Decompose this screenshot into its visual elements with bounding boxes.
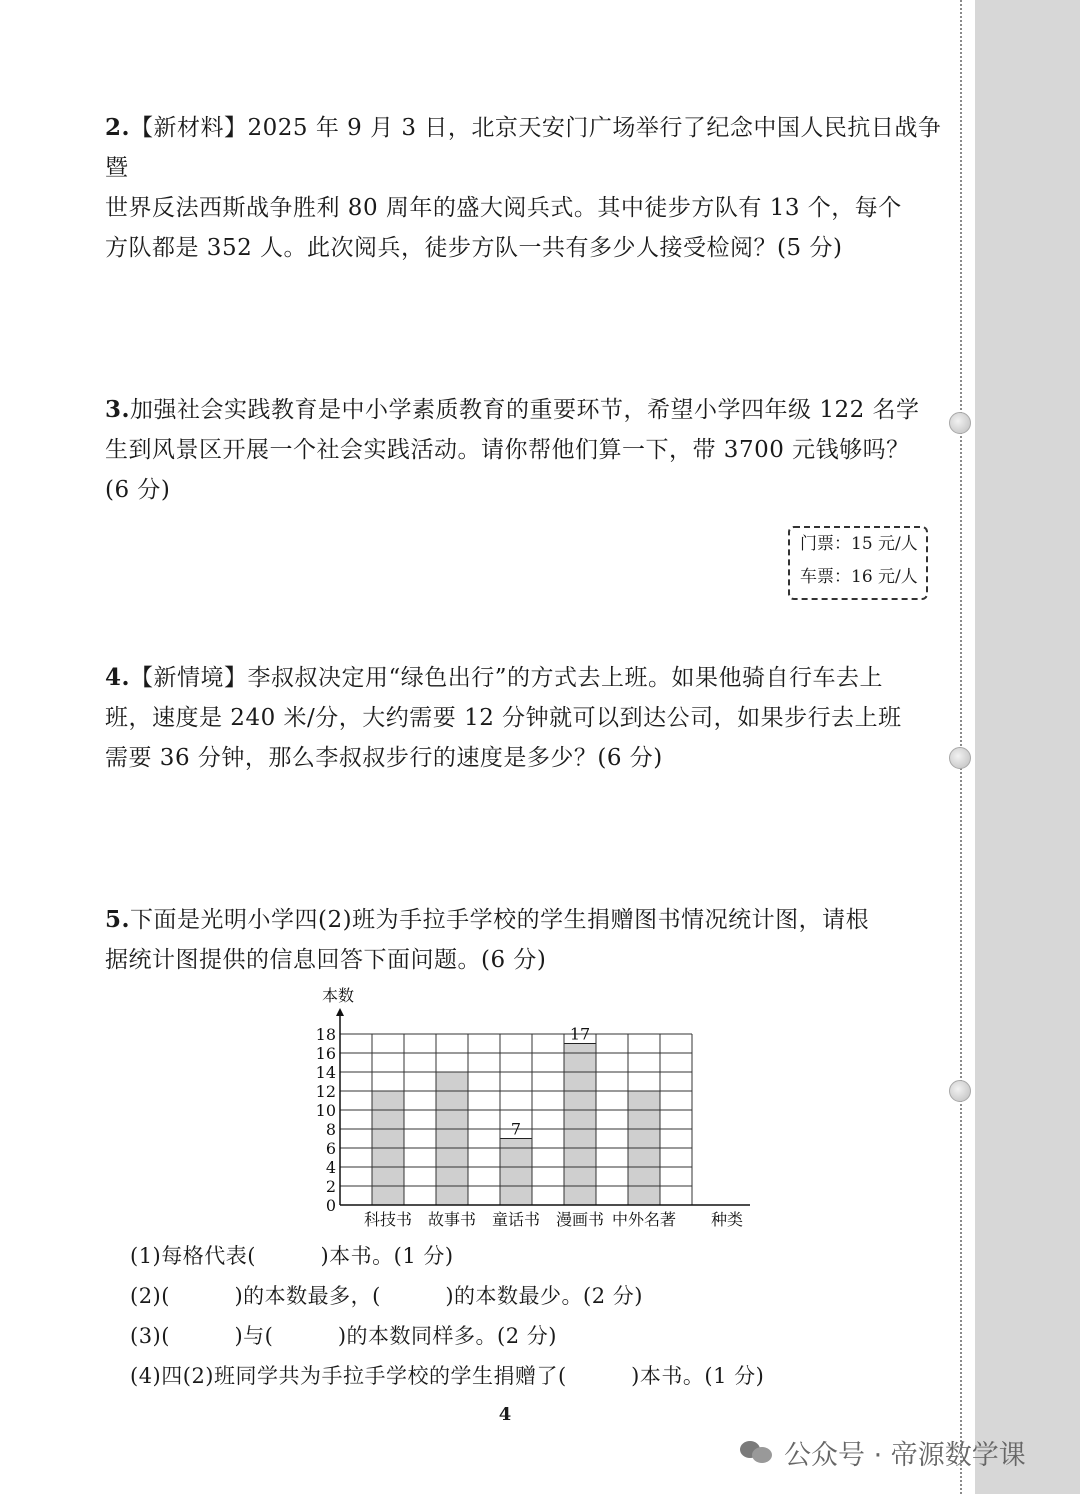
question-line: 需要 36 分钟，那么李叔叔步行的速度是多少？(6 分)	[105, 745, 663, 771]
category-label: 科技书	[363, 1210, 413, 1229]
subquestion-3: (3)( )与( )的本数同样多。(2 分)	[130, 1324, 557, 1348]
y-tick-label: 2	[325, 1177, 336, 1196]
data-label: 7	[510, 1119, 522, 1139]
question-line: 世界反法西斯战争胜利 80 周年的盛大阅兵式。其中徒步方队有 13 个，每个	[105, 195, 902, 221]
y-tick-label: 6	[325, 1139, 336, 1158]
question-number: 3.	[105, 396, 131, 423]
data-label: 17	[569, 1024, 591, 1044]
question-line: 2.【新材料】2025 年 9 月 3 日，北京天安门广场举行了纪念中国人民抗日战争暨	[105, 114, 942, 181]
bar	[564, 1044, 596, 1206]
question-number: 4.	[105, 664, 131, 691]
y-tick-label: 8	[325, 1120, 336, 1139]
y-tick-label: 0	[325, 1196, 336, 1215]
question-line: 班，速度是 240 米/分，大约需要 12 分钟就可以到达公司，如果步行去上班	[105, 705, 902, 731]
wechat-icon	[740, 1439, 774, 1465]
watermark-text: 公众号 · 帝源数学课	[784, 1439, 1026, 1471]
category-label: 童话书	[491, 1210, 541, 1229]
y-tick-label: 16	[315, 1044, 336, 1063]
question-line: 方队都是 352 人。此次阅兵，徒步方队一共有多少人接受检阅？(5 分)	[105, 235, 843, 261]
subquestion-4: (4)四(2)班同学共为手拉手学校的学生捐赠了( )本书。(1 分)	[130, 1364, 765, 1388]
question-line: 生到风景区开展一个社会实践活动。请你帮他们算一下，带 3700 元钱够吗？	[105, 437, 910, 463]
y-tick-label: 10	[315, 1101, 336, 1120]
question-number: 5.	[105, 906, 131, 933]
category-label: 故事书	[427, 1210, 477, 1229]
subquestion-2: (2)( )的本数最多，( )的本数最少。(2 分)	[130, 1284, 643, 1308]
y-tick-label: 4	[325, 1158, 336, 1177]
watermark	[740, 1432, 1026, 1472]
y-tick-label: 18	[315, 1025, 336, 1044]
category-label: 漫画书	[555, 1210, 605, 1229]
category-label: 中外名著	[611, 1210, 677, 1229]
x-axis-label: 种类	[710, 1210, 744, 1229]
y-axis-arrow	[336, 1008, 344, 1016]
question-line: 4.【新情境】李叔叔决定用“绿色出行”的方式去上班。如果他骑自行车去上	[105, 664, 884, 691]
question-line: 据统计图提供的信息回答下面问题。(6 分)	[105, 947, 547, 973]
ticket-line: 门票：15 元/人	[800, 534, 918, 554]
y-axis-label: 本数	[322, 986, 355, 1005]
bar	[436, 1072, 468, 1205]
bus-ticket-line: 车票：16 元/人	[800, 567, 918, 587]
y-tick-label: 12	[315, 1082, 336, 1101]
question-number: 2.	[105, 114, 131, 141]
question-line: (6 分)	[105, 477, 171, 503]
subquestion-1: (1)每格代表( )本书。(1 分)	[130, 1244, 454, 1268]
page-number: 4	[498, 1404, 512, 1425]
y-tick-label: 14	[315, 1063, 336, 1082]
question-line: 5.下面是光明小学四(2)班为手拉手学校的学生捐赠图书情况统计图，请根	[105, 906, 870, 933]
question-line: 3.加强社会实践教育是中小学素质教育的重要环节，希望小学四年级 122 名学	[105, 396, 920, 423]
